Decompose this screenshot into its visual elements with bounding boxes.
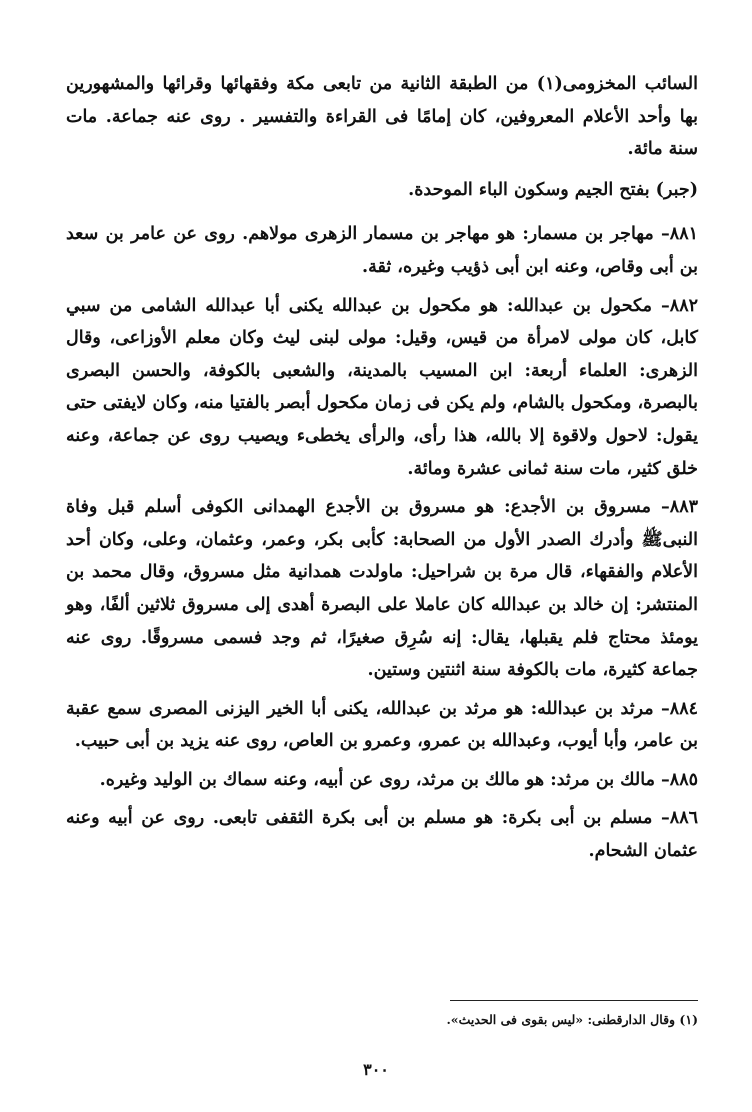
entry-881: ٨٨١– مهاجر بن مسمار: هو مهاجر بن مسمار الزهرى مولاهم. روى عن عامر بن سعد بن أبى وقاص، وعنه ابن أبى ذؤيب وغيره، ثقة. [66, 224, 698, 277]
footnote-divider [450, 1000, 698, 1001]
page-number: ٣٠٠ [363, 1060, 389, 1079]
entry-884: ٨٨٤– مرثد بن عبدالله: هو مرثد بن عبدالله، يكنى أبا الخير اليزنى المصرى سمع عقبة بن عامر، وأبا أيوب، وعبدالله بن عمرو، وعمرو بن العاص، روى عنه يزيد بن أبى حبيب. [66, 698, 698, 752]
footnote: (١) وقال الدارقطنى: «ليس بقوى فى الحديث». [446, 1012, 698, 1027]
entry-882: ٨٨٢– مكحول بن عبدالله: هو مكحول بن عبدالله يكنى أبا عبدالله الشامى من سبي كابل، كان مولى لامرأة من قيس، وقيل: مولى لبنى ليث وكان معلم الأوزاعى، وقال الزهرى: العلماء أربعة: ابن المسيب بالمدينة، والشعبى بالكوفة، والحسن البصرى بالبصرة، ومكحول بالشام، ولم يكن فى زمان مكحول أبصر بالفتيا منه، وكان لايفتى حتى يقول: لاحول ولاقوة إلا بالله، هذا رأى، والرأى يخطىء ويصيب روى عن جماعة، وعنه خلق كثير، مات سنة ثمانى عشرة ومائة. [66, 295, 698, 479]
main-text [66, 68, 698, 874]
entry-885: ٨٨٥– مالك بن مرثد: هو مالك بن مرثد، روى عن أبيه، وعنه سماك بن الوليد وغيره. [99, 769, 698, 790]
entry-886: ٨٨٦– مسلم بن أبى بكرة: هو مسلم بن أبى بكرة الثقفى تابعى. روى عن أبيه وعنه عثمان الشحام. [66, 808, 698, 862]
entry-883: ٨٨٣– مسروق بن الأجدع: هو مسروق بن الأجدع الهمدانى الكوفى أسلم قبل وفاة النبىﷺ وأدرك الصدر الأول من الصحابة: كأبى بكر، وعمر، وعثمان، وعلى، وكان أحد الأعلام والفقهاء، قال مرة بن شراحيل: ماولدت همدانية مثل مسروق، وقال محمد بن المنتشر: إن خالد بن عبدالله كان عاملا على البصرة أهدى إلى مسروق ثلاثين ألفًا، وهو يومئذ محتاج فلم يقبلها، يقال: إنه سُرِق صغيرًا، ثم وجد فسمى مسروقًا. روى عنه جماعة كثيرة، مات بالكوفة سنة اثنتين وستين. [66, 497, 698, 681]
paragraph-note-jabr: (جبر) بفتح الجيم وسكون الباء الموحدة. [408, 179, 698, 200]
paragraph-intro: السائب المخزومى(١) من الطبقة الثانية من تابعى مكة وفقهائها وقرائها والمشهورين بها وأحد الأعلام المعروفين، كان إمامًا فى القراءة والتفسير . روى عنه جماعة. مات سنة مائة. [66, 74, 698, 160]
